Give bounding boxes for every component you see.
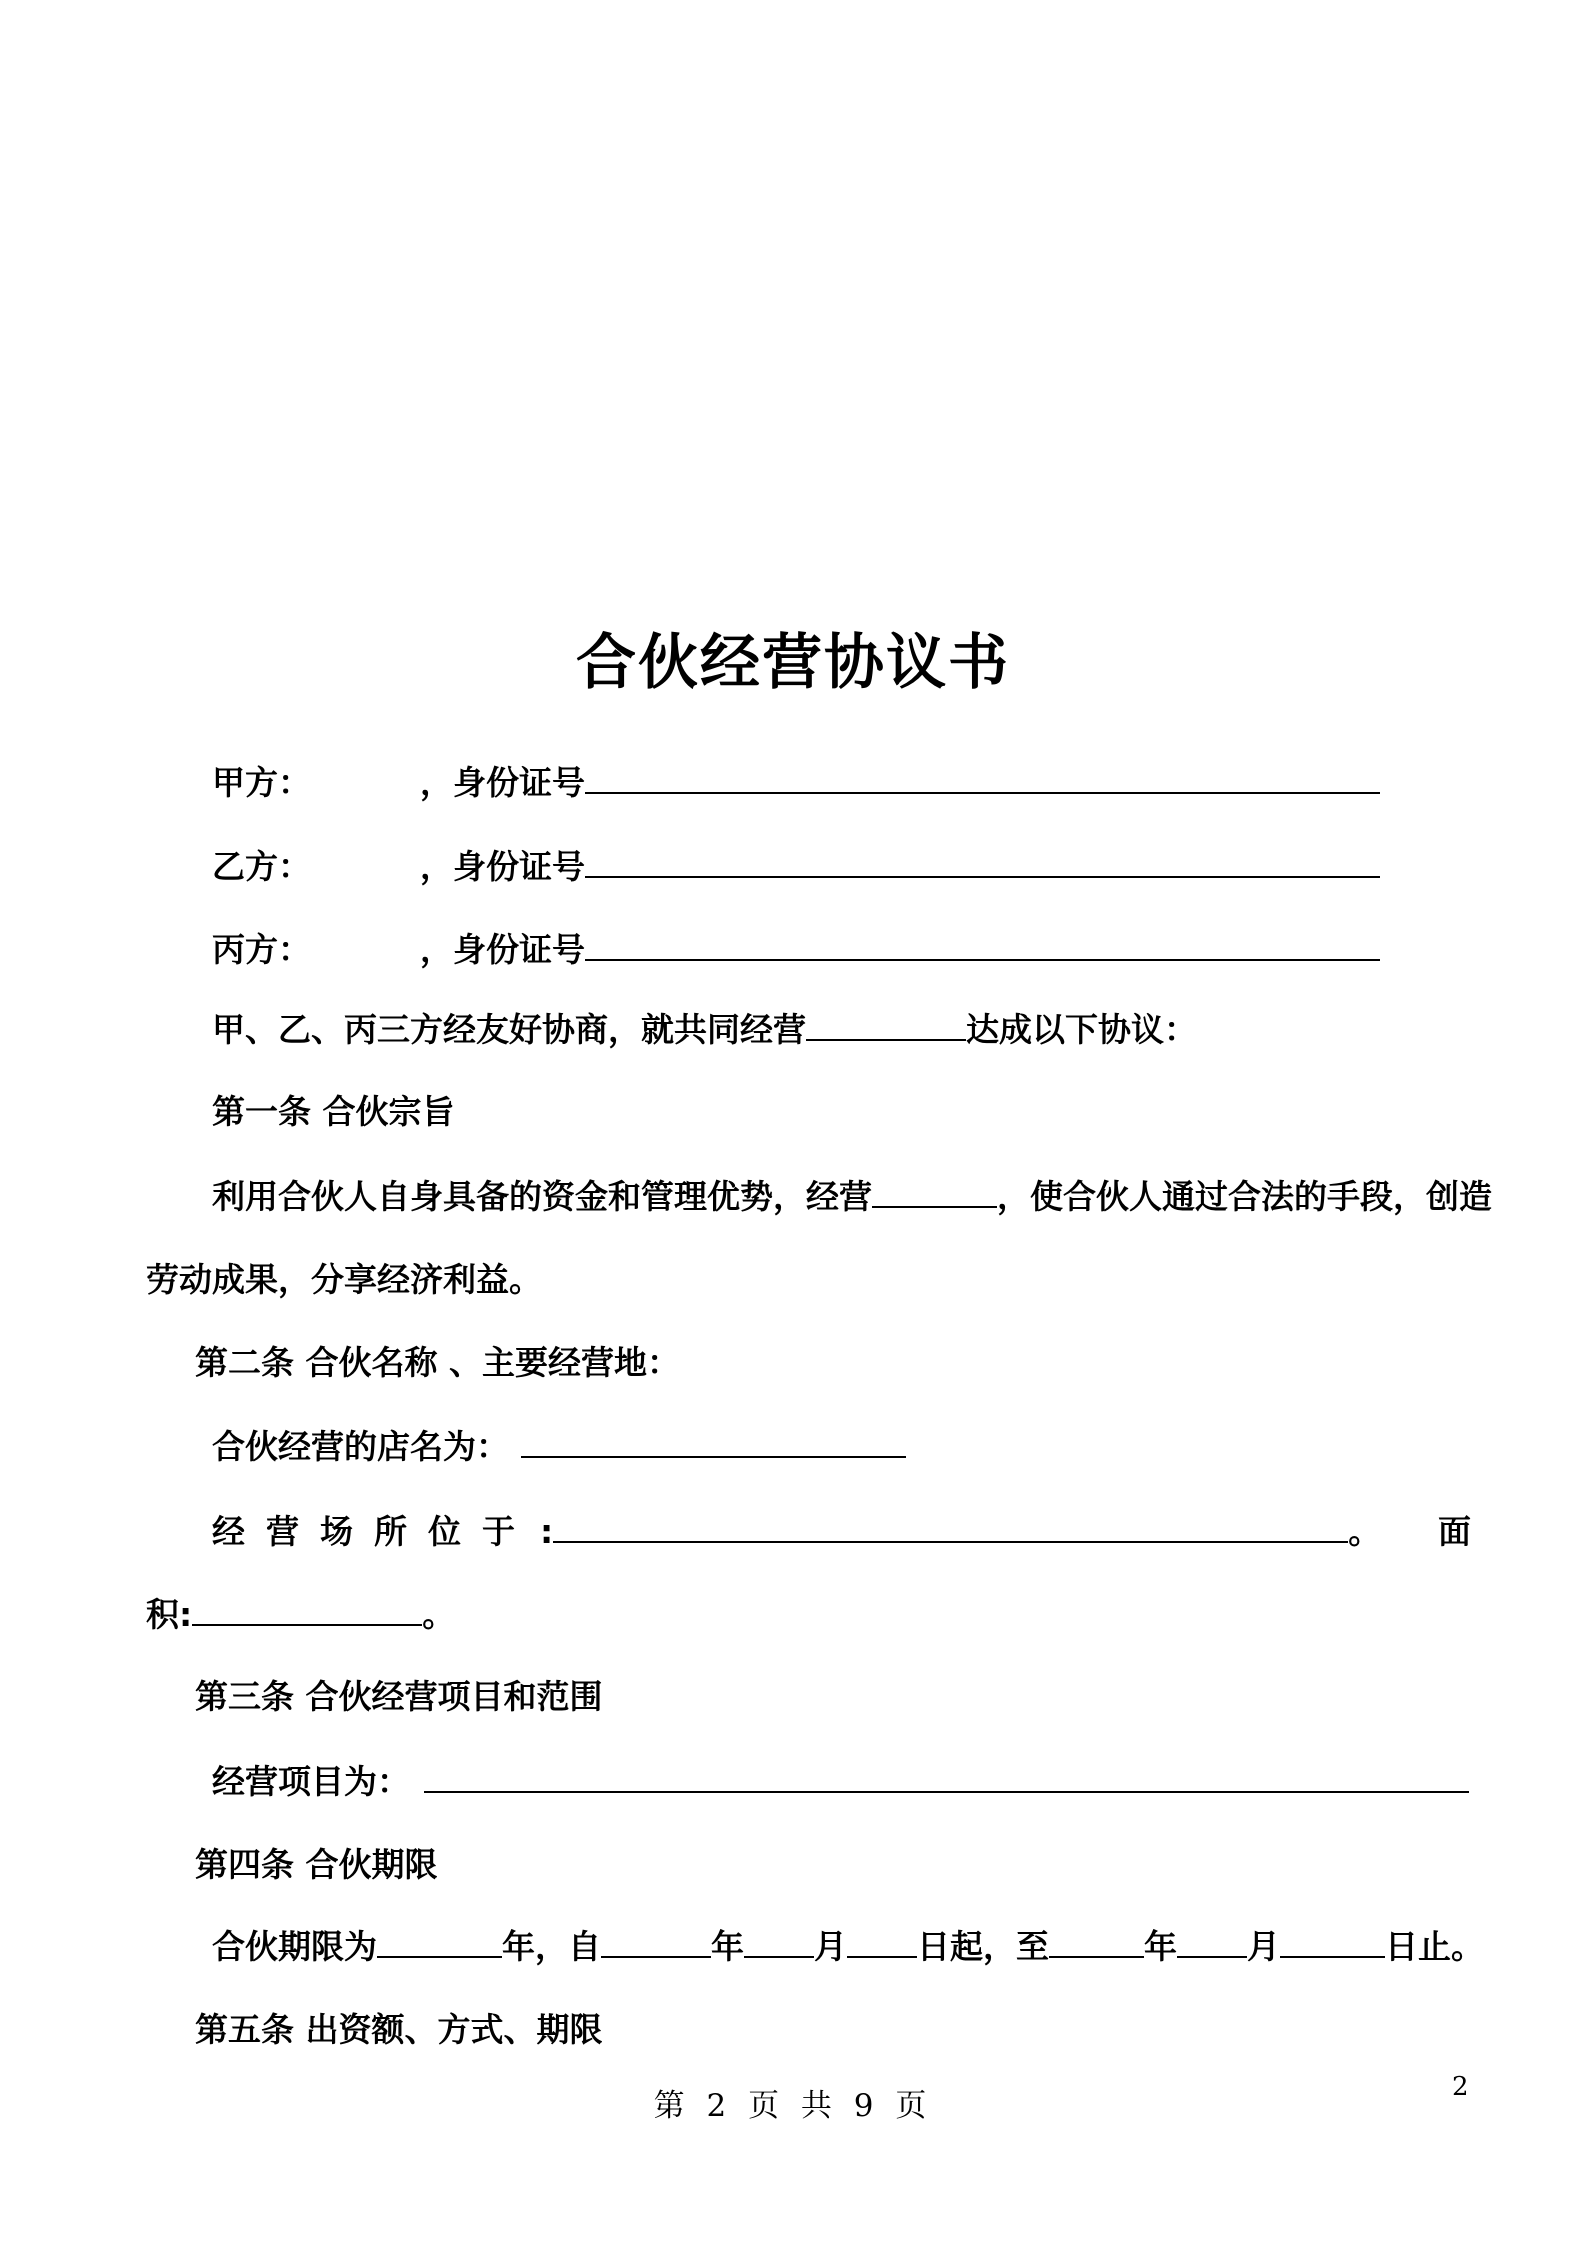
party-c-id-label: ，身份证号 (420, 930, 585, 969)
location-char-2: 营 (266, 1512, 299, 1551)
term-line (212, 1922, 1484, 1972)
article1-line1 (212, 1172, 1492, 1222)
party-b-id-row (420, 842, 1380, 892)
location-end: 。 (1348, 1512, 1382, 1551)
term-text-3: 年 (711, 1927, 744, 1966)
project-blank[interactable] (424, 1757, 1469, 1793)
shop-name-blank[interactable] (521, 1422, 906, 1458)
business-blank[interactable] (806, 1005, 966, 1041)
article5-heading: 第五条 出资额、方式、期限 (195, 2010, 603, 2049)
location-blank[interactable] (553, 1507, 1348, 1543)
start-month-blank[interactable] (744, 1922, 814, 1958)
area-first-char: 面 (1438, 1512, 1471, 1551)
location-char-3: 场 (320, 1512, 353, 1551)
term-text-5: 日起，至 (917, 1927, 1049, 1966)
location-char-5: 位 (428, 1512, 461, 1551)
article1-line1-after: ，使合伙人通过合法的手段，创造 (997, 1177, 1492, 1216)
article3-heading: 第三条 合伙经营项目和范围 (195, 1677, 603, 1716)
party-c-row (212, 925, 311, 975)
party-b-label: 乙方： (212, 847, 311, 886)
term-text-4: 月 (814, 1927, 847, 1966)
party-b-id-label: ，身份证号 (420, 847, 585, 886)
intro-before: 甲、乙、丙三方经友好协商，就共同经营 (212, 1010, 806, 1049)
project-label: 经营项目为： (212, 1762, 410, 1801)
article2-heading: 第二条 合伙名称 、主要经营地： (195, 1343, 680, 1382)
end-month-blank[interactable] (1177, 1922, 1247, 1958)
document-title: 合伙经营协议书 (576, 628, 1010, 698)
article4-heading: 第四条 合伙期限 (195, 1845, 438, 1884)
party-a-row (212, 758, 311, 808)
page-number: 2 (1452, 2072, 1469, 2102)
term-text-2: 年，自 (502, 1927, 601, 1966)
party-b-row (212, 842, 311, 892)
intro-after: 达成以下协议： (966, 1010, 1197, 1049)
location-char-6: 于 (482, 1512, 515, 1551)
party-c-id-blank[interactable] (585, 925, 1380, 961)
term-text-6: 年 (1144, 1927, 1177, 1966)
party-b-id-blank[interactable] (585, 842, 1380, 878)
shop-name-label: 合伙经营的店名为： (212, 1427, 509, 1466)
shop-name-line (212, 1422, 906, 1472)
term-text-7: 月 (1247, 1927, 1280, 1966)
end-year-blank[interactable] (1049, 1922, 1144, 1958)
location-colon: : (540, 1512, 554, 1551)
project-line (212, 1757, 1469, 1807)
party-a-label: 甲方： (212, 763, 311, 802)
article1-business-blank[interactable] (872, 1172, 997, 1208)
party-c-label: 丙方： (212, 930, 311, 969)
location-char-1: 经 (212, 1512, 245, 1551)
article1-line2: 劳动成果，分享经济利益。 (146, 1260, 542, 1299)
page-footer: 第 2 页 共 9 页 (653, 2088, 933, 2124)
end-day-blank[interactable] (1280, 1922, 1385, 1958)
term-text-8: 日止。 (1385, 1927, 1484, 1966)
party-a-id-label: ，身份证号 (420, 763, 585, 802)
location-line (212, 1507, 536, 1557)
location-blank-row (540, 1507, 1381, 1557)
party-a-id-row (420, 758, 1380, 808)
term-years-blank[interactable] (377, 1922, 502, 1958)
term-text-1: 合伙期限为 (212, 1927, 377, 1966)
start-day-blank[interactable] (847, 1922, 917, 1958)
party-a-id-blank[interactable] (585, 758, 1380, 794)
article1-heading: 第一条 合伙宗旨 (212, 1092, 455, 1131)
article1-line1-before: 利用合伙人自身具备的资金和管理优势，经营 (212, 1177, 872, 1216)
area-label: 积: (146, 1595, 193, 1634)
party-c-id-row (420, 925, 1380, 975)
location-char-4: 所 (374, 1512, 407, 1551)
intro-line (212, 1005, 1197, 1055)
start-year-blank[interactable] (601, 1922, 711, 1958)
area-end: 。 (422, 1595, 456, 1634)
area-blank[interactable] (192, 1590, 422, 1626)
area-line (146, 1590, 455, 1640)
